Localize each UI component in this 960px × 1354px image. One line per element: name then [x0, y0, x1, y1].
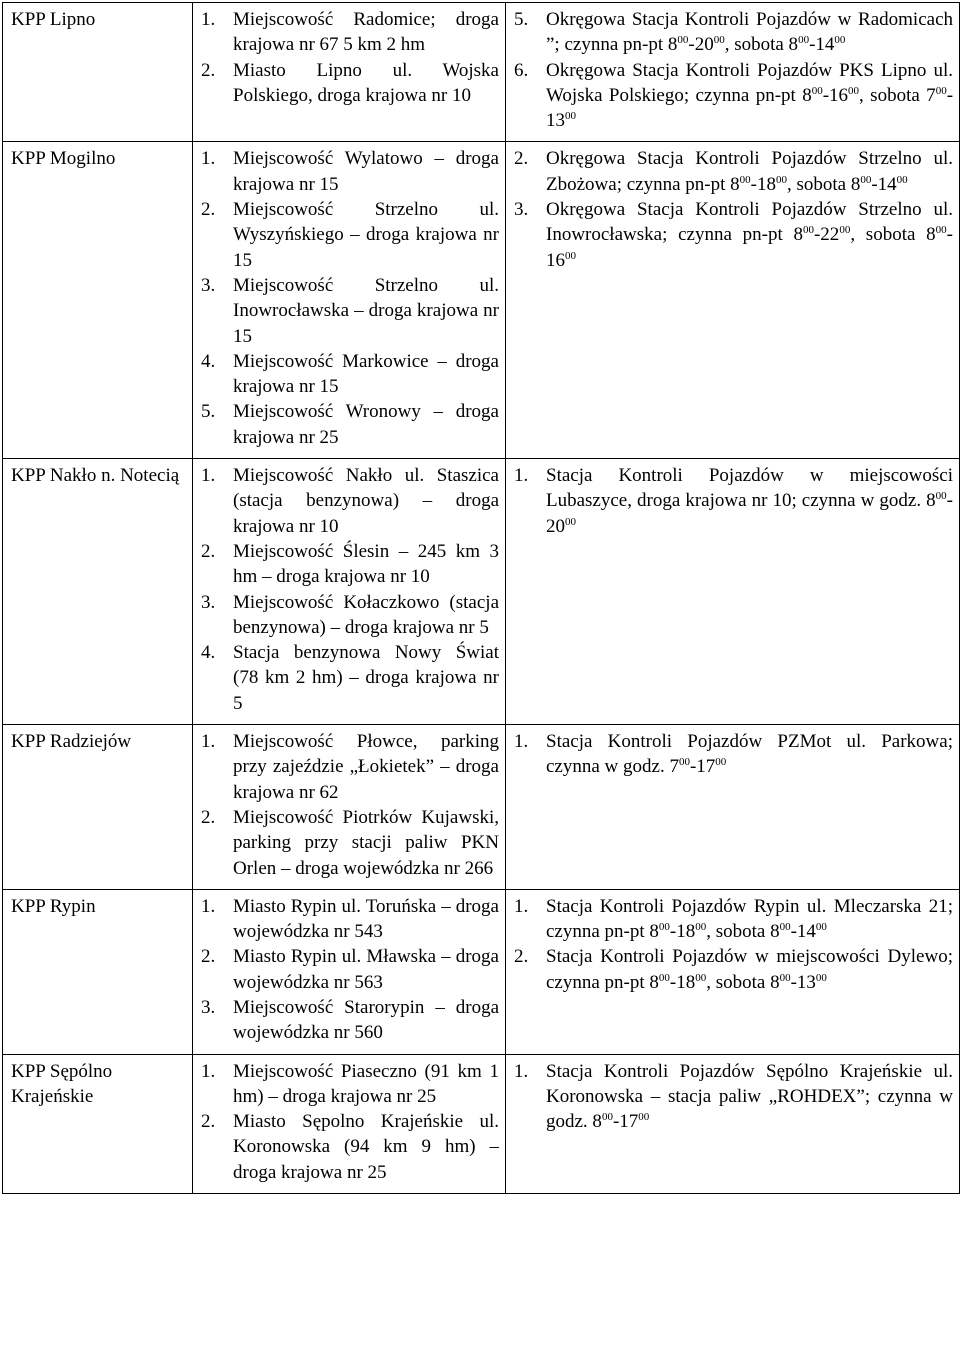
list-item [201, 995, 499, 1046]
item-text: Miejscowość Ślesin – 245 km 3 hm – droga krajowa nr 10 [233, 540, 499, 588]
list-item [201, 1109, 499, 1185]
locations-list [201, 7, 499, 108]
list-item [514, 729, 953, 780]
list-item [514, 146, 953, 197]
stations-list [514, 729, 953, 780]
locations-cell [193, 142, 506, 459]
item-number: 5. [514, 9, 529, 30]
list-item [201, 7, 499, 58]
locations-list [201, 894, 499, 1046]
item-number: 4. [201, 642, 216, 664]
item-number: 6. [514, 59, 529, 81]
item-number: 1. [201, 895, 216, 917]
item-number: 1. [201, 731, 216, 753]
item-number: 3. [201, 996, 216, 1018]
item-number: 2. [201, 946, 216, 968]
time-superscript: 00 [715, 756, 727, 769]
time-superscript: 00 [815, 921, 827, 934]
list-item [514, 7, 953, 58]
stations-cell [506, 889, 960, 1054]
list-item [201, 58, 499, 109]
item-text: Miasto Rypin ul. Mławska – droga wojewódzka nr 563 [233, 946, 499, 993]
item-number: 3. [201, 274, 216, 296]
unit-name: KPP Radziejów [11, 731, 132, 753]
list-item [201, 539, 499, 590]
unit-cell [3, 1054, 193, 1193]
item-text: Okręgowa Stacja Kontroli Pojazdów Strzelno ul. Zbożowa; czynna pn-pt $8^{00}-18^{00}$, sobota $8^{00}-14^{00}$ [546, 148, 953, 195]
locations-list [201, 463, 499, 716]
item-number: 1. [514, 731, 529, 753]
list-item [201, 463, 499, 539]
unit-cell [3, 3, 193, 142]
time-superscript: 00 [802, 224, 814, 237]
list-item [201, 894, 499, 945]
unit-name: KPP Mogilno [11, 148, 116, 170]
item-number: 2. [201, 59, 216, 81]
stations-cell [506, 3, 960, 142]
table-row [3, 142, 960, 459]
item-text: Stacja Kontroli Pojazdów w miejscowości Lubaszyce, droga krajowa nr 10; czynna w godz. $8^{00}-20^{00}$ [546, 465, 953, 537]
time-superscript: 00 [896, 173, 908, 186]
locations-cell [193, 3, 506, 142]
stations-list [514, 7, 953, 133]
item-number: 1. [201, 148, 216, 170]
list-item [201, 273, 499, 349]
time-superscript: 00 [839, 224, 851, 237]
stations-cell [506, 725, 960, 890]
table-row [3, 725, 960, 890]
table-body [3, 3, 960, 1194]
time-superscript: 00 [779, 971, 791, 984]
item-text: Miasto Lipno ul. Wojska Polskiego, droga krajowa nr 10 [233, 59, 499, 106]
unit-cell [3, 142, 193, 459]
item-number: 2. [514, 946, 529, 968]
locations-cell [193, 459, 506, 725]
list-item [514, 197, 953, 273]
item-text: Stacja Kontroli Pojazdów PZMot ul. Parkowa; czynna w godz. $7^{00}-17^{00}$ [546, 731, 953, 778]
time-superscript: 00 [677, 34, 689, 47]
stations-cell [506, 142, 960, 459]
item-text: Stacja Kontroli Pojazdów Sępólno Krajeńskie ul. Koronowska – stacja paliw „ROHDEX”; czynna w godz. $8^{00}-17^{00}$ [546, 1060, 953, 1133]
locations-cell [193, 725, 506, 890]
list-item [201, 399, 499, 450]
item-number: 2. [514, 148, 529, 170]
stations-list [514, 463, 953, 539]
time-superscript: 00 [565, 249, 576, 262]
time-superscript: 00 [695, 971, 707, 984]
list-item [201, 590, 499, 641]
item-number: 3. [201, 591, 216, 613]
item-text: Miasto Rypin ul. Toruńska – droga wojewódzka nr 543 [233, 895, 499, 943]
item-text: Miejscowość Płowce, parking przy zajeździe „Łokietek” – droga krajowa nr 62 [233, 731, 499, 803]
item-number: 2. [201, 540, 216, 562]
time-superscript: 00 [935, 84, 947, 97]
item-text: Okręgowa Stacja Kontroli Pojazdów PKS Lipno ul. Wojska Polskiego; czynna pn-pt $8^{00}-16^{00}$, sobota $7^{00}-13^{00}$ [546, 59, 954, 132]
time-superscript: 00 [815, 971, 827, 984]
unit-cell [3, 889, 193, 1054]
list-item [514, 1059, 953, 1135]
unit-name: KPP Nakło n. Notecią [11, 465, 180, 487]
stations-list [514, 894, 953, 995]
item-number: 5. [201, 401, 216, 423]
time-superscript: 00 [658, 971, 670, 984]
unit-name: KPP Lipno [11, 9, 96, 30]
item-text: Stacja benzynowa Nowy Świat (78 km 2 hm) – droga krajowa nr 5 [233, 642, 499, 714]
list-item [201, 146, 499, 197]
item-text: Miejscowość Piaseczno (91 km 1 hm) – droga krajowa nr 25 [233, 1060, 499, 1107]
time-superscript: 00 [779, 921, 791, 934]
time-superscript: 00 [834, 34, 846, 47]
locations-list [201, 146, 499, 450]
list-item [201, 729, 499, 805]
item-number: 3. [514, 199, 529, 221]
item-number: 1. [201, 465, 216, 487]
list-item [201, 349, 499, 400]
locations-cell [193, 889, 506, 1054]
unit-name: KPP Rypin [11, 895, 96, 917]
list-item [514, 944, 953, 995]
item-text: Miejscowość Strzelno ul. Wyszyńskiego – droga krajowa nr 15 [233, 199, 499, 271]
time-superscript: 00 [565, 110, 576, 123]
unit-name: KPP Sępólno Krajeńskie [11, 1060, 113, 1107]
list-item [201, 640, 499, 716]
item-number: 2. [201, 806, 216, 828]
item-text: Okręgowa Stacja Kontroli Pojazdów w Radomicach ”; czynna pn-pt $8^{00}-20^{00}$, sobota $8^{00}-14^{00}$ [546, 9, 953, 56]
unit-cell [3, 459, 193, 725]
time-superscript: 00 [935, 224, 947, 237]
time-superscript: 00 [739, 173, 751, 186]
time-superscript: 00 [601, 1111, 613, 1124]
list-item [201, 944, 499, 995]
time-superscript: 00 [678, 756, 690, 769]
item-text: Miejscowość Radomice; droga krajowa nr 67 5 km 2 hm [233, 9, 499, 56]
time-superscript: 00 [848, 84, 860, 97]
stations-list [514, 146, 953, 272]
item-text: Miejscowość Piotrków Kujawski, parking przy stacji paliw PKN Orlen – droga wojewódzka nr 266 [233, 806, 499, 879]
table-row [3, 889, 960, 1054]
time-superscript: 00 [775, 173, 787, 186]
item-text: Miejscowość Strzelno ul. Inowrocławska – droga krajowa nr 15 [233, 274, 499, 347]
time-superscript: 00 [860, 173, 872, 186]
locations-cell [193, 1054, 506, 1193]
list-item [514, 58, 953, 134]
locations-list [201, 729, 499, 881]
item-text: Okręgowa Stacja Kontroli Pojazdów Strzelno ul. Inowrocławska; czynna pn-pt $8^{00}-22^{00}$, sobota $8^{00}-16^{00}$ [546, 199, 953, 271]
stations-list [514, 1059, 953, 1135]
list-item [514, 894, 953, 945]
list-item [514, 463, 953, 539]
item-number: 2. [201, 1111, 216, 1133]
item-number: 1. [514, 465, 529, 487]
list-item [201, 197, 499, 273]
time-superscript: 00 [565, 515, 576, 528]
list-item [201, 805, 499, 881]
unit-cell [3, 725, 193, 890]
item-number: 2. [201, 199, 216, 221]
table-row [3, 1054, 960, 1193]
stations-cell [506, 1054, 960, 1193]
table-row [3, 459, 960, 725]
locations-list [201, 1059, 499, 1185]
time-superscript: 00 [713, 34, 725, 47]
item-number: 1. [514, 1060, 529, 1082]
item-text: Miasto Sępolno Krajeńskie ul. Koronowska (94 km 9 hm) – droga krajowa nr 25 [233, 1111, 499, 1183]
item-number: 1. [201, 9, 216, 30]
item-number: 1. [514, 895, 529, 917]
time-superscript: 00 [638, 1111, 650, 1124]
item-text: Stacja Kontroli Pojazdów Rypin ul. Mleczarska 21; czynna pn-pt $8^{00}-18^{00}$, sobota $8^{00}-14^{00}$ [546, 895, 953, 943]
time-superscript: 00 [811, 84, 823, 97]
item-text: Miejscowość Kołaczkowo (stacja benzynowa) – droga krajowa nr 5 [233, 591, 499, 638]
time-superscript: 00 [798, 34, 810, 47]
table-row [3, 3, 960, 142]
item-text: Stacja Kontroli Pojazdów w miejscowości Dylewo; czynna pn-pt $8^{00}-18^{00}$, sobota $8^{00}-13^{00}$ [546, 946, 953, 993]
item-number: 1. [201, 1060, 216, 1082]
time-superscript: 00 [695, 921, 707, 934]
item-text: Miejscowość Starorypin – droga wojewódzka nr 560 [233, 996, 499, 1044]
time-superscript: 00 [935, 490, 947, 503]
item-number: 4. [201, 350, 216, 372]
list-item [201, 1059, 499, 1110]
item-text: Miejscowość Markowice – droga krajowa nr 15 [233, 350, 499, 398]
item-text: Miejscowość Wylatowo – droga krajowa nr 15 [233, 148, 499, 195]
police-units-inspection-table [2, 2, 960, 1194]
time-superscript: 00 [658, 921, 670, 934]
item-text: Miejscowość Nakło ul. Staszica (stacja benzynowa) – droga krajowa nr 10 [233, 465, 499, 537]
stations-cell [506, 459, 960, 725]
item-text: Miejscowość Wronowy – droga krajowa nr 25 [233, 401, 499, 448]
